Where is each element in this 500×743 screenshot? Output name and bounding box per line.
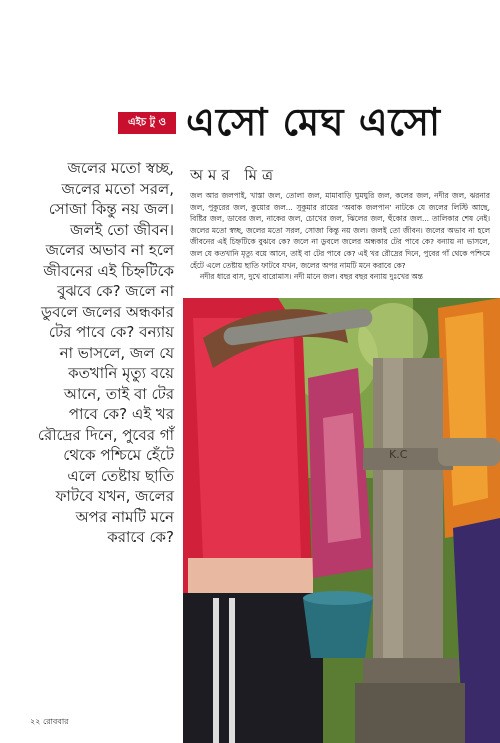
pump-mark: K.C — [389, 448, 408, 461]
hand-pump-photo — [183, 298, 500, 743]
byline: অমর মিত্র — [190, 166, 278, 184]
page-footer: ২২ রোববার — [30, 717, 69, 726]
body-paragraph: জল আর জলপাই, খাস্তা জল, তোলা জল, মামাবাড়ি ঘুমঘুরি জল, কলের জল, নদীর জল, ঝরনার জল, পুকুরের জল, কুয়োর জল... সুকুমার রায়ের ‘অবাক জলপান’ নাটকে যে জলের লিস্টি আছে, বিষ্টির জল, ডাবের জল, নাকের জল, চোখের জল, ঝিলের জল, হুঁকোর জল... তালিকার শেষ নেই। জলের মতো স্বচ্ছ, জলের মতো সরল, সোজা কিন্তু নয় জল। জলই তো জীবন। জলের অভাব না হলে জীবনের এই চিহ্নটিকে বুঝবে কে? জলে না ডুবলে জলের অন্ধকার টের পাবে কে? বন্যায় না ভাসলে, জল যে কতখানি মৃত্যু বয়ে আনে, তাই বা টের পাবে কে? এই খর রৌদ্রের দিনে, পুবের গাঁ থেকে পশ্চিমে হেঁটে এলে তেষ্টায় ছাতি ফাটবে যখন, জলের অপর নামটি মনে করাবে কে? — [190, 191, 490, 270]
article-body — [190, 190, 490, 283]
headline: এসো মেঘ এসো — [186, 100, 442, 144]
body-paragraph: নদীর ধারে বাস, দুখে বারোমাস। নদী মানে জল। বছর বছর বন্যায় দুঃখের অন্ত — [200, 272, 423, 282]
pull-quote: জলের মতো স্বচ্ছ, জলের মতো সরল, সোজা কিন্তু নয় জল। জলই তো জীবন। জলের অভাব না হলে জীবনের এই চিহ্নটিকে বুঝবে কে? জলে না ডুবলে জলের অন্ধকার টের পাবে কে? বন্যায় না ভাসলে, জল যে কতখানি মৃত্যু বয়ে আনে, তাই বা টের পাবে কে? এই খর রৌদ্রের দিনে, পুবের গাঁ থেকে পশ্চিমে হেঁটে এলে তেষ্টায় ছাতি ফাটবে যখন, জলের অপর নামটি মনে করাবে কে? — [37, 159, 174, 546]
section-tag: এইচ টু ও — [118, 112, 176, 134]
